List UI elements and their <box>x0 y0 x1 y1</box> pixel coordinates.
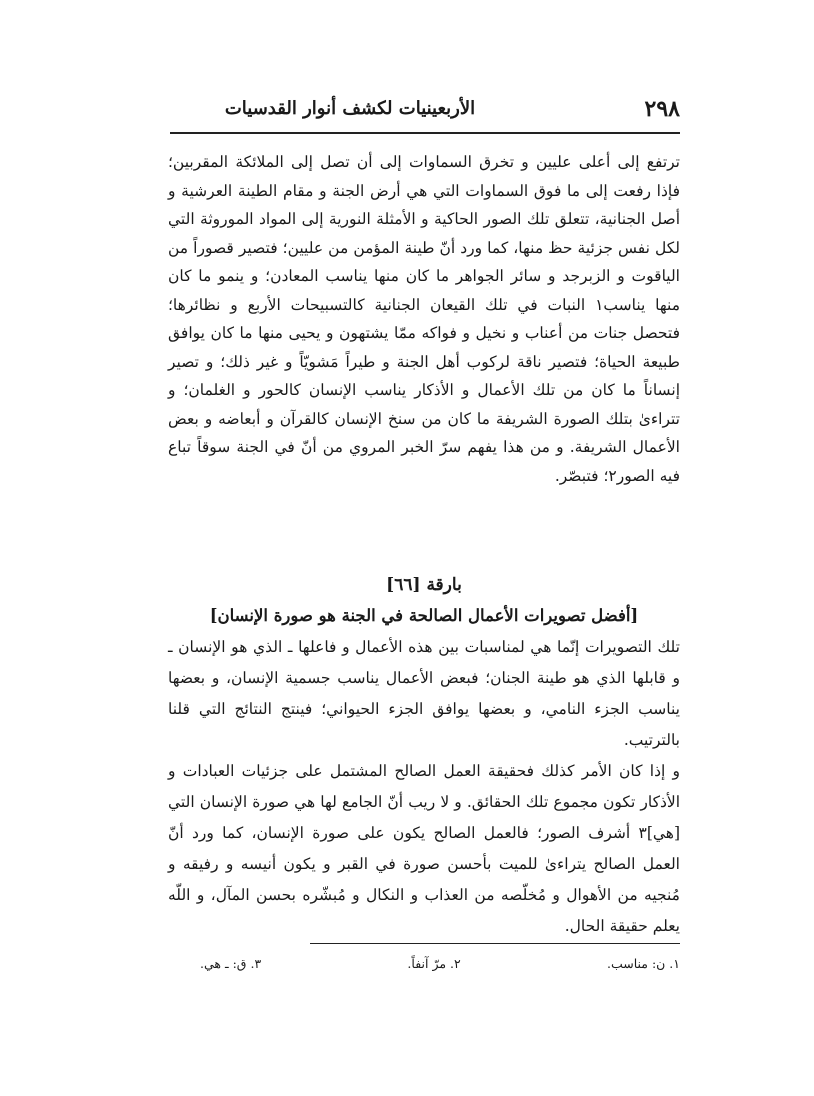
section-paragraph-2: و إذا كان الأمر كذلك فحقيقة العمل الصالح المشتمل على جزئيات العبادات و الأذكار تكون مجموع تلك الحقائق. و لا ريب أنّ الجامع لها هي صورة الإنسان التي [هي]٣ أشرف الصور؛ فالعمل الصالح يكون على صورة الإنسان، كما ورد أنّ العمل الصالح يتراءىٰ للميت بأحسن صورة في القبر و يكون أنيسه و رفيقه و مُنجيه من الأهوال و مُخلّصه من العذاب و النكال و مُبشّره بحسن المآل، و اللّه يعلم حقيقة الحال. <box>168 762 680 935</box>
running-title: الأربعينيات لكشف أنوار القدسيات <box>224 98 476 119</box>
header-rule <box>170 132 680 134</box>
footnotes <box>200 956 680 971</box>
section-title: بارقة [٦٦] <box>386 575 462 595</box>
intro-paragraph <box>168 148 680 490</box>
section-paragraph-1: تلك التصويرات إنّما هي لمناسبات بين هذه الأعمال و فاعلها ـ الذي هو الإنسان ـ و قابلها الذي هو طينة الجنان؛ فبعض الأعمال يناسب جسمية الإنسان، و بعضها يناسب الجزء النامي، و بعضها يوافق الجزء الحيواني؛ فينتج النتائج التي قلنا بالترتيب. <box>168 638 680 749</box>
section-subtitle: [أفضل تصويرات الأعمال الصالحة في الجنة هو صورة الإنسان] <box>209 606 639 625</box>
intro-paragraph-text: ترتفع إلى أعلى عليين و تخرق السماوات إلى أن تصل إلى الملائكة المقربين؛ فإذا رفعت إلى ما فوق السماوات التي هي أرض الجنة و مقام الطينة العرشية و أصل الجنانية، تتعلق تلك الصور الحاكية و الأمثلة النورية إلى المواد الموروثة التي لكل نفس جزئية حظ منها، كما ورد أنّ طينة المؤمن من عليين؛ فتصير قصوراً من الياقوت و الزبرجد و سائر الجواهر ما كان منها يناسب المعادن؛ و ينمو ما كان منها يناسب١ النبات في تلك القيعان الجنانية كالتسبيحات الأربع و نظائرها؛ فتحصل جنات من أعناب و نخيل و فواكه ممّا يشتهون و يحيى منها ما كان يوافق طبيعة الحياة؛ فتصير ناقة لركوب أهل الجنة و طيراً مَشويّاً و غير ذلك؛ و تصير إنساناً ما كان من تلك الأعمال و الأذكار يناسب الإنسان كالحور و الغلمان؛ و تتراءىٰ بتلك الصورة الشريفة ما كان من سنخ الإنسان كالقرآن و أبعاضه و بعض الأعمال الشريفة. و من هذا يفهم سرّ الخبر المروي من أنّ في الجنة سوقاً تباع فيه الصور٢؛ فتبصّر. <box>168 153 680 485</box>
footnote-rule <box>310 943 680 944</box>
page-header <box>170 92 680 132</box>
footnote-3: ٣. ق: ـ هي. <box>200 956 262 971</box>
footnote-2: ٢. مرّ آنفاً. <box>407 956 461 971</box>
section-body <box>168 632 680 942</box>
page-number: ٢٩٨ <box>644 96 680 122</box>
section-barqa-66 <box>168 572 680 942</box>
footnote-1: ١. ن: مناسب. <box>606 956 680 971</box>
